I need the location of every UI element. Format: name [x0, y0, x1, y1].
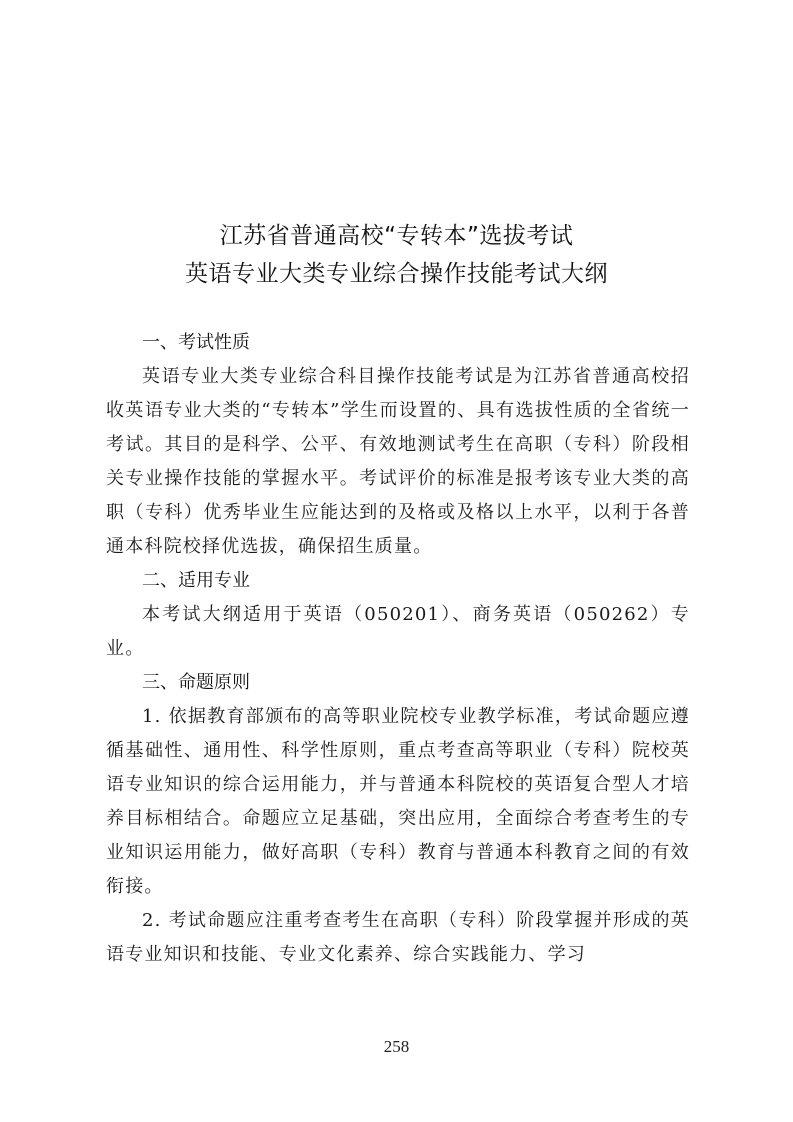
section-heading-principles: 三、命题原则 [142, 672, 250, 693]
page-number: 258 [383, 1037, 410, 1056]
section-paragraph-nature: 英语专业大类专业综合科目操作技能考试是为江苏省普通高校招收英语专业大类的“专转本”学生而设置的、具有选拔性质的全省统一考试。其目的是科学、公平、有效地测试考生在高职（专科）阶段相关专业操作技能的掌握水平。考试评价的标准是报考该专业大类的高职（专科）优秀毕业生应能达到的及格或及格以上水平，以利于各普通本科院校择优选拔，确保招生质量。 [106, 366, 690, 557]
document-body [106, 326, 690, 972]
section-paragraph-principle-2: 2. 考试命题应注重考查考生在高职（专科）阶段掌握并形成的英语专业知识和技能、专业文化素养、综合实践能力、学习 [106, 910, 690, 965]
document-title-line-2: 英语专业大类专业综合操作技能考试大纲 [185, 261, 608, 287]
document-title-line-1: 江苏省普通高校“专转本”选拔考试 [219, 223, 574, 249]
section-paragraph-principle-1: 1. 依据教育部颁布的高等职业院校专业教学标准，考试命题应遵循基础性、通用性、科学性原则，重点考查高等职业（专科）院校英语专业知识的综合运用能力，并与普通本科院校的英语复合型人才培养目标相结合。命题应立足基础，突出应用，全面综合考查考生的专业知识运用能力，做好高职（专科）教育与普通本科教育之间的有效衔接。 [106, 706, 690, 897]
section-heading-nature: 一、考试性质 [142, 332, 250, 353]
section-heading-applicable-majors: 二、适用专业 [142, 570, 250, 591]
section-paragraph-applicable-majors: 本考试大纲适用于英语（050201）、商务英语（050262）专业。 [106, 604, 690, 659]
